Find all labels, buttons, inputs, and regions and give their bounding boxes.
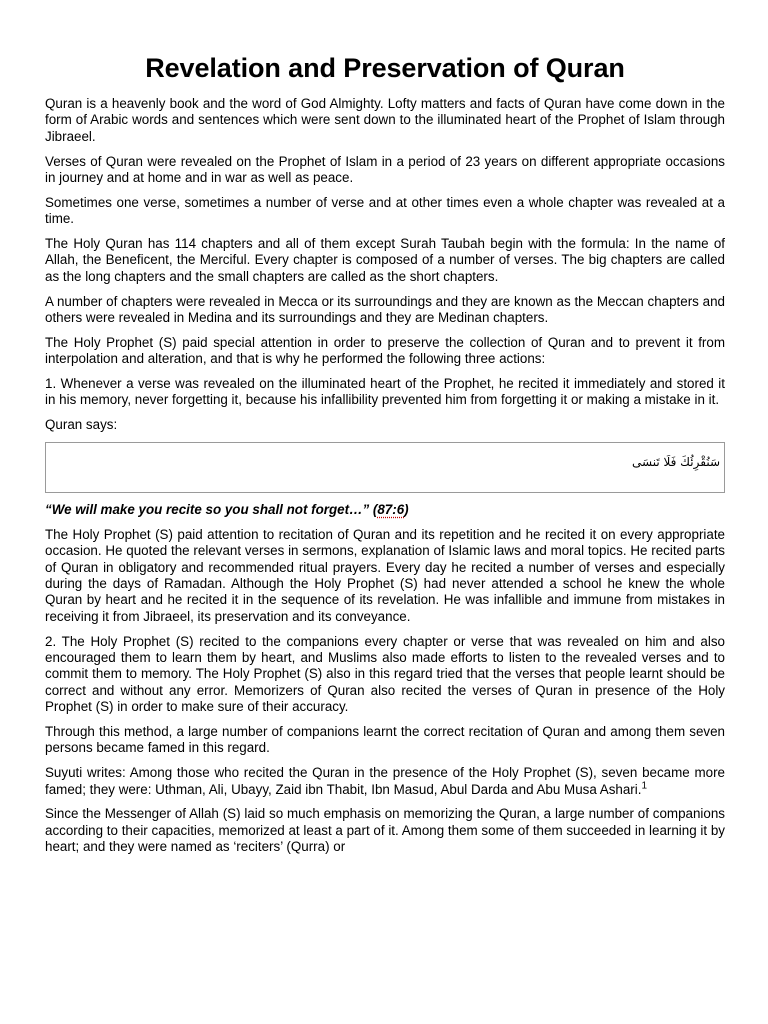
page-title: Revelation and Preservation of Quran (145, 53, 625, 83)
footnote-reference[interactable]: 1 (641, 780, 648, 792)
translation-text: “We will make you recite so you shall not forget…” ( (45, 502, 378, 518)
paragraph-1: Quran is a heavenly book and the word of God Almighty. Lofty matters and facts of Quran have come down in the form of Arabic words and sentences which were sent down to the illuminated heart of the Prophet of Islam through Jibraeel. (45, 96, 725, 144)
paragraph-3: Sometimes one verse, sometimes a number of verse and at other times even a whole chapter was revealed at a time. (45, 194, 725, 227)
suyuti-text: Suyuti writes: Among those who recited the Quran in the presence of the Holy Prophet (S), seven became more famed; they were: Uthman, Ali, Ubayy, Zaid ibn Thabit, Ibn Masud, Abul Darda and Abu Musa Ashari. (45, 765, 725, 797)
paragraph-8: The Holy Prophet (S) paid attention to recitation of Quran and its repetition and he recited it on every appropriate occasion. He quoted the relevant verses in sermons, explanation of Islamic laws and moral topics. He recited parts of Quran in obligatory and recommended ritual prayers. Every day he recited a number of verses and especially during the days of Ramadan. Although the Holy Prophet (S) had never attended a school he knew the whole Quran by heart and he recited it in the sequence of its revelation. He was infallible and immune from mistakes in receiving it from Jibraeel, its preservation and its conveyance. (45, 526, 725, 624)
document-page (45, 52, 725, 864)
paragraph-4: The Holy Quran has 114 chapters and all of them except Surah Taubah begin with the formula: In the name of Allah, the Beneficent, the Merciful. Every chapter is composed of a number of verses. The big chapters are called as the long chapters and the small chapters are called as the short chapters. (45, 236, 725, 284)
paragraph-6: The Holy Prophet (S) paid special attention in order to preserve the collection of Quran and to prevent it from interpolation and alteration, and that is why he performed the following three actions: (45, 334, 725, 367)
paragraph-7: 1. Whenever a verse was revealed on the illuminated heart of the Prophet, he recited it immediately and stored it in his memory, never forgetting it, because his infallibility prevented him from forgetting it or making a mistake in it. (45, 376, 725, 408)
paragraph-9: 2. The Holy Prophet (S) recited to the companions every chapter or verse that was revealed on him and also encouraged them to learn them by heart, and Muslims also made efforts to listen to the revealed verses and to commit them to memory. The Holy Prophet (S) also in this regard tried that the verses that people learnt should be correct and without any error. Memorizers of Quran also recited the verses of Quran in presence of the Holy Prophet (S) in order to make sure of their accuracy. (45, 633, 725, 715)
paragraph-5: A number of chapters were revealed in Mecca or its surroundings and they are known as the Meccan chapters and others were revealed in Medina and its surroundings and they are Medinan chapters. (45, 293, 725, 326)
paragraph-2: Verses of Quran were revealed on the Prophet of Islam in a period of 23 years on different appropriate occasions in journey and at home and in war as well as peace. (45, 153, 725, 186)
quran-says-label: Quran says: (45, 417, 118, 433)
verse-reference: 87:6 (377, 502, 405, 518)
paragraph-last: Since the Messenger of Allah (S) laid so much emphasis on memorizing the Quran, a large number of companions according to their capacities, memorized at least a part of it. Among them some of them succeeded in learning it by heart; and they were named as ‘reciters’ (Qurra) or (45, 806, 725, 855)
suyuti-paragraph (45, 765, 725, 798)
arabic-verse-box (45, 442, 725, 493)
verse-translation (45, 502, 725, 518)
paragraph-10: Through this method, a large number of companions learnt the correct recitation of Quran and among them seven persons became famed in this regard. (45, 724, 725, 756)
arabic-verse: سَنُقْرِئُكَ فَلَا تَنسَى (631, 455, 720, 470)
translation-closing: ) (404, 502, 409, 518)
